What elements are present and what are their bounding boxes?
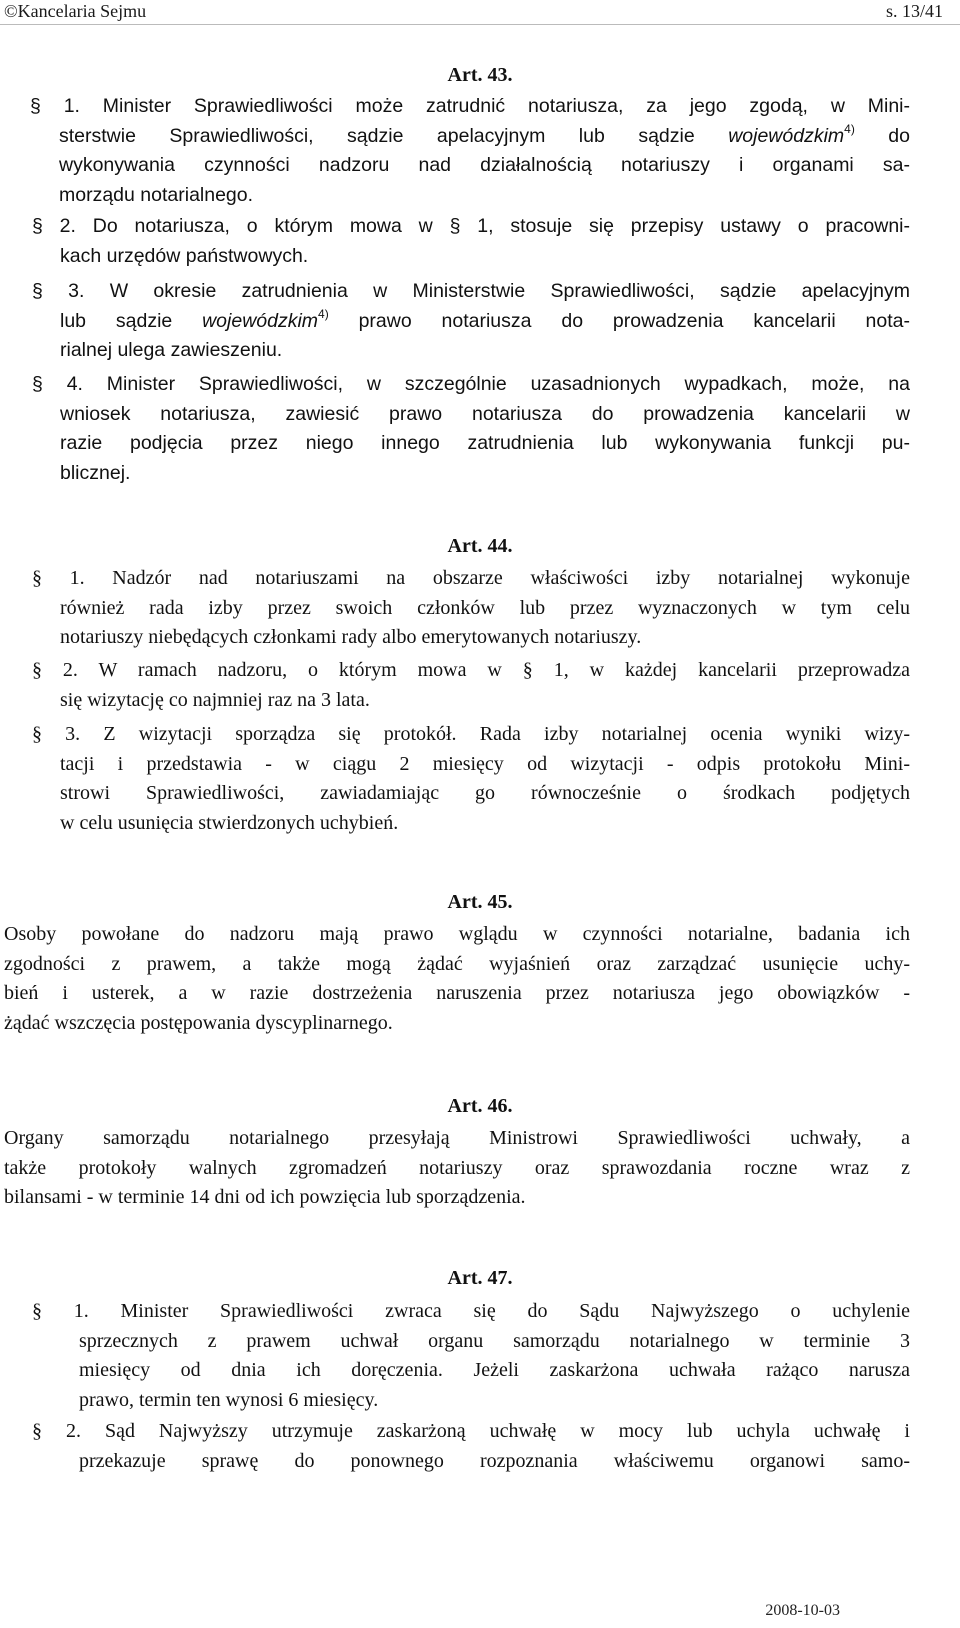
text-line: razie podjęcia przez niego innego zatrudnienia lub wykonywania funkcji pu- bbox=[60, 432, 910, 454]
article-46-title: Art. 46. bbox=[447, 1095, 513, 1117]
header-divider bbox=[0, 24, 960, 25]
text-line: rialnej ulega zawieszeniu. bbox=[60, 339, 283, 361]
article-44-title: Art. 44. bbox=[447, 535, 513, 557]
footnote-ref[interactable]: 4) bbox=[318, 306, 329, 321]
text-line: blicznej. bbox=[60, 461, 131, 484]
art43-paragraph-1 bbox=[30, 92, 910, 210]
text-line: zgodności z prawem, a także mogą żądać wyjaśnień oraz zarządzać usunięcie uchy- bbox=[4, 952, 910, 975]
text-line: notariuszy niebędących członkami rady albo emerytowanych notariuszy. bbox=[60, 626, 642, 648]
article-43-title: Art. 43. bbox=[447, 64, 513, 86]
text-line: prawo, termin ten wynosi 6 miesięcy. bbox=[79, 1388, 379, 1411]
text-line: również rada izby przez swoich członków lub przez wyznaczonych w tym celu bbox=[60, 596, 910, 619]
text-line: żądać wszczęcia postępowania dyscyplinarnego. bbox=[4, 1011, 393, 1034]
art44-paragraph-1 bbox=[32, 564, 910, 653]
text-line: bień i usterek, a w razie dostrzeżenia naruszenia przez notariusza jego obowiązków - bbox=[4, 982, 910, 1004]
text-line: § 4. Minister Sprawiedliwości, w szczególnie uzasadnionych wypadkach, może, na bbox=[32, 373, 910, 395]
art47-paragraph-1 bbox=[32, 1297, 910, 1415]
text-line: § 2. W ramach nadzoru, o którym mowa w § 1, w każdej kancelarii przeprowadza bbox=[32, 659, 910, 681]
art44-paragraph-2 bbox=[32, 656, 910, 715]
text-line: § 2. Do notariusza, o którym mowa w § 1, stosuje się przepisy ustawy o pracowni- bbox=[32, 215, 910, 237]
art44-paragraph-3 bbox=[32, 720, 910, 838]
page-number: s. 13/41 bbox=[885, 1, 943, 21]
art47-paragraph-2 bbox=[32, 1417, 910, 1476]
text-line: przekazuje sprawę do ponownego rozpoznania właściwemu organowi samo- bbox=[79, 1449, 910, 1472]
document-date: 2008-10-03 bbox=[765, 1602, 840, 1619]
art43-paragraph-3 bbox=[32, 277, 910, 366]
art43-paragraph-2 bbox=[32, 212, 910, 271]
text-line: bilansami - w terminie 14 dni od ich powzięcia lub sporządzenia. bbox=[4, 1186, 526, 1208]
text-run: do bbox=[854, 124, 910, 147]
art46-paragraph-1 bbox=[4, 1124, 910, 1213]
text-run: sterstwie Sprawiedliwości, sądzie apelacyjnym lub sądzie bbox=[59, 124, 729, 147]
text-line: § 2. Sąd Najwyższy utrzymuje zaskarżoną uchwałę w mocy lub uchyla uchwałę i bbox=[32, 1420, 910, 1442]
text-line bbox=[30, 122, 910, 152]
text-line: § 3. Z wizytacji sporządza się protokół. Rada izby notarialnej ocenia wyniki wizy- bbox=[32, 723, 910, 745]
italic-term: wojewódzkim bbox=[202, 309, 319, 332]
text-line: wniosek notariusza, zawiesić prawo notariusza do prowadzenia kancelarii w bbox=[60, 402, 910, 425]
art45-paragraph-1 bbox=[4, 920, 910, 1038]
text-line: § 1. Minister Sprawiedliwości zwraca się do Sądu Najwyższego o uchylenie bbox=[32, 1300, 910, 1322]
text-line: Osoby powołane do nadzoru mają prawo wglądu w czynności notarialne, badania ich bbox=[4, 923, 910, 945]
text-line: w celu usunięcia stwierdzonych uchybień. bbox=[60, 811, 399, 834]
article-47-title: Art. 47. bbox=[447, 1267, 513, 1289]
text-run: lub sądzie bbox=[60, 309, 203, 332]
text-line: także protokoły walnych zgromadzeń notariuszy oraz sprawozdania roczne wraz z bbox=[4, 1156, 910, 1179]
text-line: sprzecznych z prawem uchwał organu samorządu notarialnego w terminie 3 bbox=[79, 1329, 910, 1352]
text-run: prawo notariusza do prowadzenia kancelarii nota- bbox=[328, 309, 910, 332]
text-line: morządu notarialnego. bbox=[59, 183, 254, 206]
text-line: tacji i przedstawia - w ciągu 2 miesięcy od wizytacji - odpis protokołu Mini- bbox=[60, 752, 910, 775]
text-line: Organy samorządu notarialnego przesyłają Ministrowi Sprawiedliwości uchwały, a bbox=[4, 1127, 910, 1149]
footnote-ref[interactable]: 4) bbox=[844, 121, 855, 136]
text-line: strowi Sprawiedliwości, zawiadamiając go równocześnie o środkach podjętych bbox=[60, 782, 910, 804]
text-line: § 1. Nadzór nad notariuszami na obszarze właściwości izby notarialnej wykonuje bbox=[32, 567, 910, 589]
article-45-title: Art. 45. bbox=[447, 891, 513, 913]
art43-paragraph-4 bbox=[32, 370, 910, 488]
text-line: § 3. W okresie zatrudnienia w Ministerstwie Sprawiedliwości, sądzie apelacyjnym bbox=[32, 280, 910, 302]
text-line: kach urzędów państwowych. bbox=[60, 244, 309, 267]
header-source-link[interactable]: ©Kancelaria Sejmu bbox=[4, 1, 147, 21]
text-line: się wizytację co najmniej raz na 3 lata. bbox=[60, 688, 370, 711]
text-line: § 1. Minister Sprawiedliwości może zatrudnić notariusza, za jego zgodą, w Mini- bbox=[30, 95, 910, 117]
text-line: miesięcy od dnia ich doręczenia. Jeżeli zaskarżona uchwała rażąco narusza bbox=[79, 1359, 910, 1381]
italic-term: wojewódzkim bbox=[728, 124, 845, 147]
text-line: wykonywania czynności nadzoru nad działalnością notariuszy i organami sa- bbox=[59, 154, 910, 176]
text-line bbox=[32, 307, 910, 337]
